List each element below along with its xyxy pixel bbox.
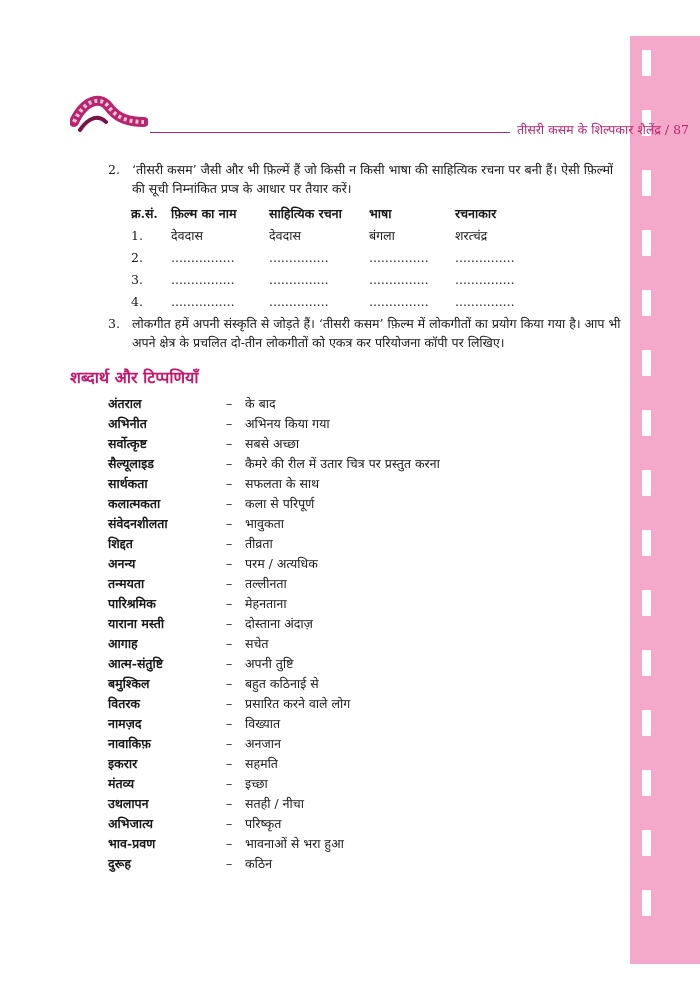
glossary-entry [108,854,548,874]
glossary-entry [108,834,548,854]
glossary-meaning: तीव्रता [245,536,273,551]
glossary-entry [108,454,548,474]
glossary-term: दुरूह [108,856,131,871]
table-cell: देवदास [269,228,301,243]
glossary-meaning: सफलता के साथ [245,476,320,491]
table-cell: ............... [455,272,515,287]
page-header [70,92,690,142]
glossary-meaning: परिष्कृत [245,816,282,831]
film-list-table [131,204,531,314]
glossary-dash: – [226,756,233,771]
film-strip-decoration [630,36,700,964]
film-sprocket-hole [642,770,651,796]
table-cell: बंगला [369,228,395,243]
table-row [131,292,531,314]
glossary-meaning: बहुत कठिनाई से [245,676,319,691]
glossary-meaning: अभिनय किया गया [245,416,330,431]
glossary-dash: – [226,576,233,591]
film-sprocket-hole [642,50,651,76]
glossary-entry [108,394,548,414]
glossary-term: भाव-प्रवण [108,836,156,851]
table-cell: ............... [455,250,515,265]
glossary-entry [108,514,548,534]
glossary-term: शिद्दत [108,536,133,551]
glossary-term: याराना मस्ती [108,616,165,631]
glossary-dash: – [226,416,233,431]
glossary-heading: शब्दार्थ और टिप्पणियाँ [70,368,199,387]
glossary-dash: – [226,696,233,711]
glossary-term: अभिजात्य [108,816,153,831]
glossary-dash: – [226,856,233,871]
table-cell: ............... [269,250,329,265]
glossary-entry [108,714,548,734]
glossary-meaning: प्रसारित करने वाले लोग [245,696,351,711]
glossary-dash: – [226,496,233,511]
glossary-entry [108,434,548,454]
table-cell: ................ [171,272,235,287]
film-sprocket-hole [642,650,651,676]
glossary-meaning: सहमति [245,756,278,771]
glossary-meaning: कैमरे की रील में उतार चित्र पर प्रस्तुत करना [245,456,440,471]
film-sprocket-hole [642,410,651,436]
table-row [131,270,531,292]
glossary-entry [108,594,548,614]
glossary-meaning: सबसे अच्छा [245,436,300,451]
header-rule [150,132,510,133]
glossary-dash: – [226,436,233,451]
glossary-entry [108,814,548,834]
glossary-term: संवेदनशीलता [108,516,168,531]
glossary-dash: – [226,396,233,411]
question-number: 3. [108,316,120,331]
table-cell: ............... [369,250,429,265]
table-cell: देवदास [171,228,203,243]
glossary-dash: – [226,796,233,811]
glossary-entry [108,774,548,794]
glossary-dash: – [226,456,233,471]
glossary-term: वितरक [108,696,141,711]
glossary-dash: – [226,656,233,671]
question-text: लोकगीत हमें अपनी संस्कृति से जोड़ते हैं। ‘तीसरी कसम’ फ़िल्म में लोकगीतों का प्रयोग किया गया है। आप भी अपने क्षेत्र के प्रचलित दो-तीन लोकगीतों को एकत्र कर परियोजना कॉपी पर लिखिए। [132,316,621,350]
glossary-term: अंतराल [108,396,142,411]
table-cell: ............... [269,294,329,309]
glossary-meaning: परम / अत्यधिक [245,556,318,571]
glossary-entry [108,554,548,574]
table-cell: ............... [269,272,329,287]
table-cell: ................ [171,250,235,265]
glossary-meaning: भावनाओं से भरा हुआ [245,836,344,851]
table-header-cell: फ़िल्म का नाम [171,206,237,221]
glossary-meaning: भावुकता [245,516,284,531]
film-sprocket-hole [642,530,651,556]
table-cell: 4. [131,294,143,309]
glossary-term: उथलापन [108,796,149,811]
glossary-entry [108,474,548,494]
glossary-meaning: सतही / नीचा [245,796,304,811]
table-cell: 1. [131,228,143,243]
glossary-meaning: के बाद [245,396,276,411]
table-cell: 2. [131,250,143,265]
glossary-meaning: तल्लीनता [245,576,287,591]
glossary-meaning: इच्छा [245,776,268,791]
glossary-meaning: मेहनताना [245,596,287,611]
glossary-term: इकरार [108,756,138,771]
glossary-dash: – [226,556,233,571]
film-sprocket-hole [642,290,651,316]
glossary-entry [108,654,548,674]
table-cell: शरत्चंद्र [455,228,488,243]
table-row [131,248,531,270]
film-sprocket-hole [642,470,651,496]
glossary-term: आत्म-संतुष्टि [108,656,164,671]
glossary-entry [108,534,548,554]
table-cell: ................ [171,294,235,309]
film-sprocket-hole [642,710,651,736]
glossary-meaning: दोस्ताना अंदाज़ [245,616,313,631]
glossary-term: पारिश्रमिक [108,596,156,611]
glossary-dash: – [226,636,233,651]
glossary-dash: – [226,616,233,631]
glossary-meaning: विख्यात [245,716,281,731]
table-cell: ............... [455,294,515,309]
question-number: 2. [108,162,120,177]
glossary-dash: – [226,716,233,731]
glossary-term: सार्थकता [108,476,148,491]
film-sprocket-hole [642,590,651,616]
glossary-term: आगाह [108,636,138,651]
glossary-entry [108,694,548,714]
table-header-row [131,204,531,226]
table-cell: ............... [369,294,429,309]
table-header-cell: साहित्यिक रचना [269,206,342,221]
glossary-entry [108,794,548,814]
film-sprocket-hole [642,350,651,376]
glossary-term: सैल्यूलाइड [108,456,154,471]
glossary-entry [108,414,548,434]
film-reel-icon [70,92,148,138]
glossary-list [108,394,548,874]
glossary-dash: – [226,776,233,791]
glossary-term: अभिनीत [108,416,147,431]
glossary-term: बमुश्किल [108,676,150,691]
glossary-dash: – [226,476,233,491]
glossary-term: मंतव्य [108,776,135,791]
table-header-cell: भाषा [369,206,392,221]
film-sprocket-hole [642,170,651,196]
film-sprocket-hole [642,830,651,856]
glossary-term: नावाकिफ़ [108,736,151,751]
glossary-term: अनन्य [108,556,136,571]
glossary-entry [108,674,548,694]
glossary-meaning: अपनी तुष्टि [245,656,294,671]
glossary-entry [108,494,548,514]
glossary-dash: – [226,816,233,831]
glossary-dash: – [226,736,233,751]
glossary-dash: – [226,516,233,531]
header-title: तीसरी कसम के शिल्पकार शैलेंद्र / 87 [517,122,690,137]
glossary-dash: – [226,596,233,611]
glossary-dash: – [226,836,233,851]
table-header-cell: रचनाकार [455,206,497,221]
table-header-cell: क्र.सं. [131,206,158,221]
glossary-dash: – [226,676,233,691]
glossary-dash: – [226,536,233,551]
film-sprocket-hole [642,890,651,916]
glossary-term: सर्वोत्कृष्ट [108,436,147,451]
glossary-meaning: कठिन [245,856,273,871]
question-text: ‘तीसरी कसम’ जैसी और भी फ़िल्में हैं जो किसी न किसी भाषा की साहित्यिक रचना पर बनी हैं। ऐसी फ़िल्मों की सूची निम्नांकित प्रप्त्र के आधार पर तैयार करें। [132,162,614,196]
question-3 [108,314,623,352]
glossary-entry [108,574,548,594]
glossary-entry [108,754,548,774]
glossary-meaning: सचेत [245,636,269,651]
table-cell: 3. [131,272,143,287]
glossary-term: तन्मयता [108,576,145,591]
question-2 [108,160,623,198]
glossary-meaning: कला से परिपूर्ण [245,496,315,511]
glossary-term: नामज़द [108,716,142,731]
table-row [131,226,531,248]
glossary-term: कलात्मकता [108,496,161,511]
glossary-entry [108,634,548,654]
film-sprocket-hole [642,230,651,256]
glossary-meaning: अनजान [245,736,281,751]
table-cell: ............... [369,272,429,287]
glossary-entry [108,614,548,634]
glossary-entry [108,734,548,754]
